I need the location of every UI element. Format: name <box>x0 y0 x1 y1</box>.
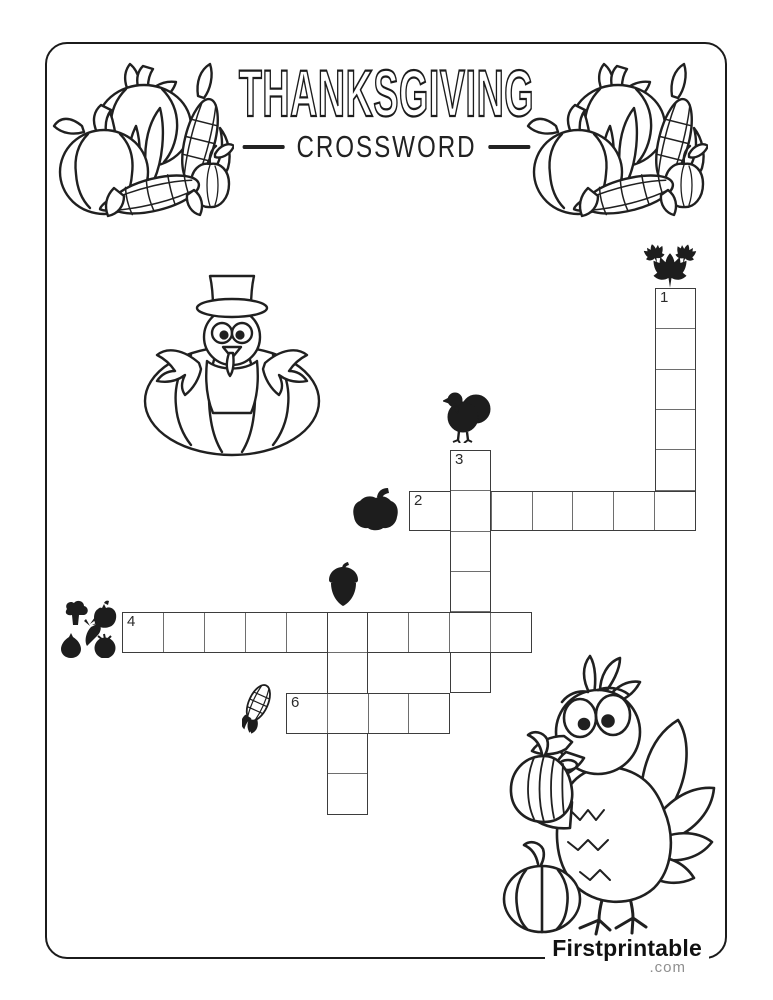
crossword-cell[interactable] <box>408 613 449 652</box>
crossword-cell[interactable] <box>490 613 531 652</box>
crossword-cell[interactable] <box>656 409 695 449</box>
crossword-cell[interactable] <box>451 571 490 611</box>
page-title: THANKSGIVING <box>238 56 535 130</box>
brand-logo-name: Firstprintable <box>552 935 702 961</box>
subtitle-text: CROSSWORD <box>296 129 477 164</box>
brand-logo-tld: .com <box>649 959 686 976</box>
cell-number: 3 <box>455 451 464 468</box>
brand-logo <box>545 936 709 975</box>
crossword-cell[interactable] <box>408 694 449 733</box>
crossword-cell[interactable] <box>328 652 367 692</box>
crossword-word-6 <box>286 693 450 734</box>
crossword-cell[interactable] <box>656 369 695 409</box>
cell-number: 2 <box>414 491 423 509</box>
crossword-cell[interactable] <box>532 492 573 531</box>
cell-number: 1 <box>660 289 669 306</box>
crossword-cell[interactable] <box>613 492 654 531</box>
crossword-cell[interactable] <box>163 613 204 652</box>
crossword-cell[interactable] <box>451 531 490 571</box>
cell-number: 4 <box>127 613 136 630</box>
crossword-cell[interactable] <box>656 449 695 489</box>
crossword-cell[interactable] <box>204 613 245 652</box>
crossword-cell[interactable] <box>123 613 163 652</box>
crossword-cell[interactable] <box>328 733 367 773</box>
crossword-cell[interactable] <box>656 328 695 368</box>
crossword-cell[interactable] <box>410 492 450 531</box>
crossword-cell[interactable] <box>451 652 490 692</box>
crossword-cell[interactable] <box>245 613 286 652</box>
crossword-cell[interactable] <box>451 451 490 490</box>
crossword-cell[interactable] <box>368 694 409 733</box>
crossword-word-3 <box>450 450 491 693</box>
crossword-cell[interactable] <box>327 694 368 733</box>
crossword-cell[interactable] <box>491 492 532 531</box>
cell-number: 6 <box>291 694 300 711</box>
crossword-cell[interactable] <box>287 694 327 733</box>
crossword-cell[interactable] <box>328 773 367 813</box>
crossword-cell[interactable] <box>572 492 613 531</box>
crossword-cell[interactable] <box>656 289 695 328</box>
crossword-cell[interactable] <box>654 492 695 531</box>
crossword-cell[interactable] <box>328 613 367 652</box>
crossword-cell[interactable] <box>367 613 408 652</box>
crossword-cell[interactable] <box>449 613 490 652</box>
crossword-cell[interactable] <box>451 490 490 530</box>
crossword-cell[interactable] <box>286 613 327 652</box>
